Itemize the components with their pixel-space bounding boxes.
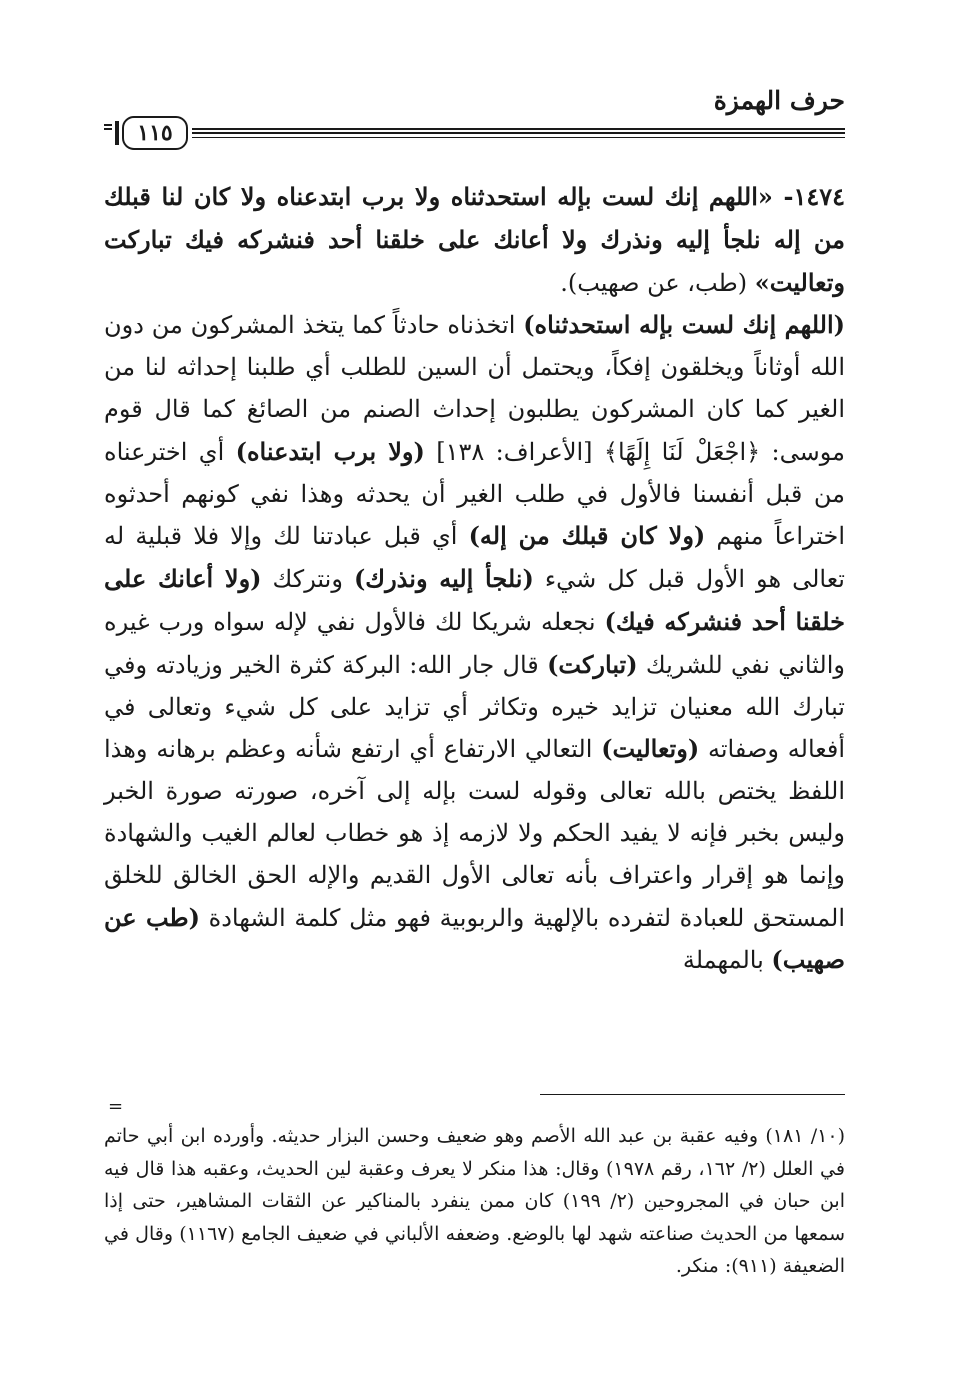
page-number: ١١٥ (122, 116, 188, 150)
commentary-quote: (ولا برب ابتدعناه) (235, 436, 425, 466)
commentary-text: التعالي الارتفاع أي ارتفع شأنه وعظم برهانه وهذا اللفظ يختص بالله تعالى وقوله لست بإله إلى آخره، صورته صورة الخبر وليس بخبر فإنه لا يفيد الحكم ولا لازمه إذ هو خطاب لعالم الغيب والشهادة وإنما هو إقرار واعتراف بأنه تعالى الأول القديم والإله الحق الخالق للخلق المستحق للعبادة لتفرده بالإلهية والربوبية فهو مثل كلمة الشهادة (104, 735, 845, 932)
chapter-title: حرف الهمزة (713, 86, 845, 115)
commentary-text: اتخذناه حادثاً كما يتخذ المشركون من دون الله أوثاناً ويخلقون إفكاً، ويحتمل أن السين للطلب أي طلبنا إحداثه لنا من الغير كما كان المشركون يطلبون إحداث الصنم من الصائغ كما قال قوم موسى: (104, 311, 846, 466)
header-rule (192, 128, 845, 134)
footnote (104, 1120, 845, 1283)
commentary-text: أي اخترعناه من قبل أنفسنا فالأول في طلب الغير أن يحدثه وهذا نفي كونهم أحدثوه اختراعاً منهم (104, 437, 845, 551)
commentary-quote: (ولا كان قبلك من إله) (468, 521, 706, 551)
commentary-paragraph (104, 304, 845, 982)
commentary-text: نجعله شريكا لك فالأول نفي لإله سواه ورب غيره والثاني نفي للشريك (104, 607, 845, 679)
commentary-quote: (ولا أعانك على خلقنا أحد فنشركه فيك) (104, 564, 845, 636)
footnote-text: (١٠/ ١٨١) وفيه عقبة بن عبد الله الأصم وهو ضعيف وحسن البزار حديثه. وأورده ابن أبي حاتم في العلل (٢/ ١٦٢، رقم ١٩٧٨) وقال: هذا منكر لا يعرف وعقبة لين الحديث، وعقبه هذا قال فيه ابن حبان في المجروحين (٢/ ١٩٩) كان ممن ينفرد بالمناكير عن الثقات المشاهير، حتى إذا سمعها من الحديث صناعته شهد لها بالوضع. وضعفه الألباني في ضعيف الجامع (١١٦٧) وقال في الضعيفة (٩١١): منكر. (104, 1125, 845, 1277)
commentary-text: بالمهملة (682, 946, 772, 975)
hadith-text: «اللهم إنك لست بإله استحدثناه ولا برب ابتدعناه ولا كان لنا قبلك من إله نلجأ إليه ونذرك ولا أعانك على خلقنا أحد فنشركه فيك تباركت وتعاليت» (104, 182, 845, 297)
footnote-continuation-marker: = (108, 1096, 124, 1117)
commentary-text: أي قبل عبادتنا لك وإلا فلا قبلية له تعالى هو الأول قبل كل شيء (104, 522, 845, 594)
commentary-quote: (تباركت) (547, 649, 638, 679)
commentary-text: ونتركك (261, 565, 354, 594)
page-number-dash (104, 124, 112, 130)
commentary-source: (طب عن صهيب) (104, 902, 845, 975)
hadith-paragraph (104, 176, 845, 304)
hadith-number: ١٤٧٤- (772, 182, 845, 211)
quran-reference: [الأعراف: ١٣٨] (424, 437, 604, 466)
header-rule-thin (192, 137, 845, 138)
commentary-quote: (اللهم إنك لست بإله استحدثناه) (523, 310, 846, 340)
commentary-quote: (وتعاليت) (601, 734, 700, 764)
hadith-source: (طب، عن صهيب). (560, 268, 755, 297)
commentary-quote: (نلجأ إليه ونذرك) (353, 564, 534, 594)
footnote-separator (540, 1094, 845, 1095)
main-body (104, 176, 845, 982)
commentary-text: قال جار الله: البركة كثرة الخير وزيادته وفي تبارك الله معنيان تزايد خيره وتكاثر أي تزايد على كل شيء وتعالى في أفعاله وصفاته (104, 650, 846, 764)
quran-quote: ﴿اجْعَلْ لَنَا إِلَهًا﴾ (603, 437, 761, 466)
